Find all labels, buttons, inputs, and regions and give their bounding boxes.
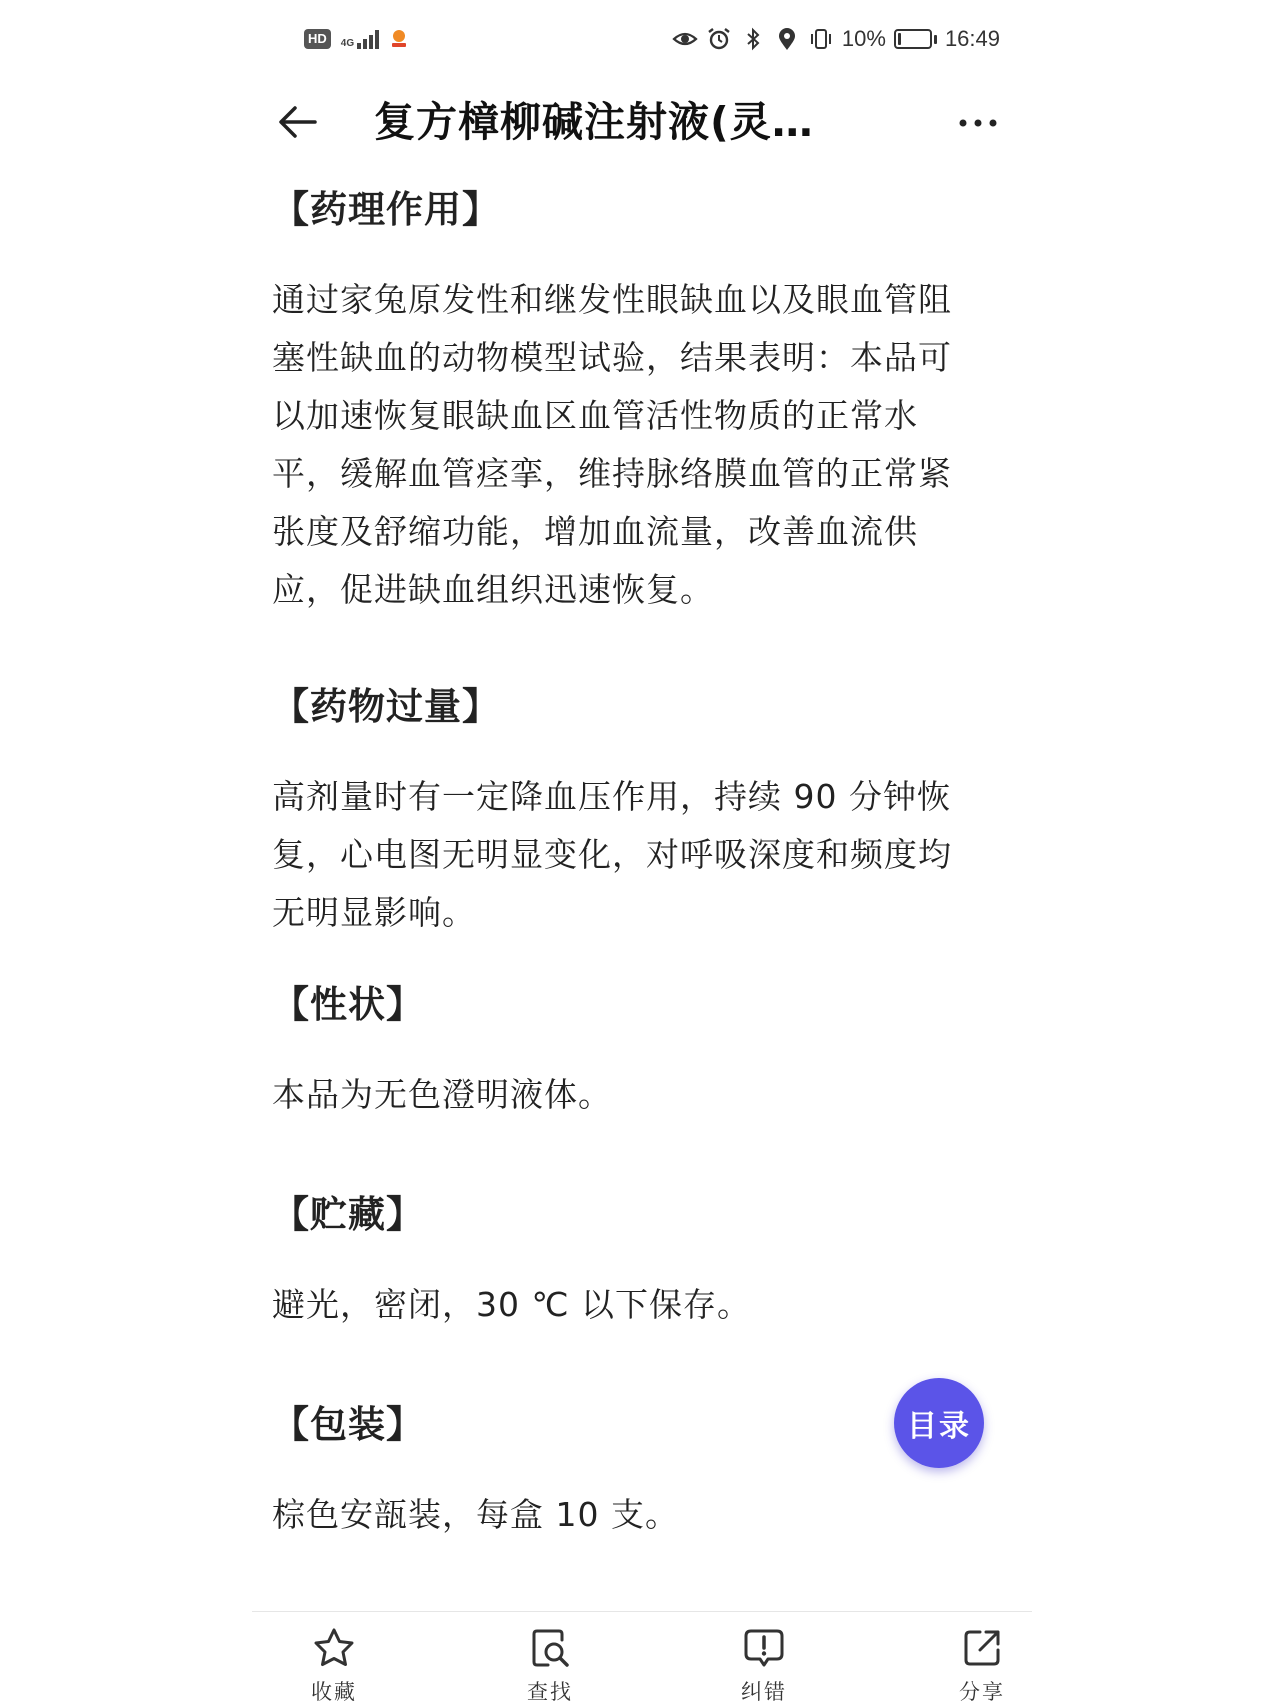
eye-icon	[672, 26, 698, 52]
text-line: 复，心电图无明显变化，对呼吸深度和频度均	[272, 835, 952, 874]
signal-icon	[357, 29, 379, 49]
share-icon	[960, 1626, 1004, 1670]
section-title: 【性状】	[272, 983, 424, 1026]
clock: 16:49	[944, 26, 1000, 51]
arrow-left-icon	[277, 104, 319, 140]
signal-group	[341, 29, 379, 49]
section-body	[272, 1066, 612, 1124]
text-line: 塞性缺血的动物模型试验，结果表明：本品可	[272, 338, 952, 377]
text-line: 高剂量时有一定降血压作用，持续 90 分钟恢	[272, 777, 951, 816]
text-line: 以加速恢复眼缺血区血管活性物质的正常水	[272, 396, 918, 435]
network-type: 4G	[340, 38, 355, 49]
section-title: 【药理作用】	[272, 188, 500, 231]
text-line: 张度及舒缩功能，增加血流量，改善血流供	[272, 512, 918, 551]
battery-percent: 10%	[841, 26, 886, 51]
favorite-button[interactable]	[274, 1626, 394, 1706]
bluetooth-icon	[740, 26, 766, 52]
battery-icon	[894, 29, 937, 49]
report-error-label: 纠错	[741, 1680, 787, 1704]
section-pharmacology	[272, 185, 952, 619]
app-notification-icon	[389, 28, 409, 50]
text-line: 平，缓解血管痉挛，维持脉络膜血管的正常紧	[272, 454, 952, 493]
star-icon	[312, 1626, 356, 1670]
text-line: 棕色安瓿装，每盒 10 支。	[272, 1495, 679, 1534]
section-title: 【药物过量】	[272, 685, 500, 728]
section-overdose	[272, 682, 952, 942]
page-title: 复方樟柳碱注射液(灵…	[374, 98, 814, 146]
location-icon	[774, 26, 800, 52]
search-button[interactable]	[490, 1626, 610, 1706]
back-button[interactable]	[268, 92, 328, 152]
status-left	[304, 24, 409, 54]
vibrate-icon	[808, 26, 834, 52]
section-body	[272, 768, 952, 942]
search-icon	[528, 1626, 572, 1670]
more-button[interactable]	[948, 98, 1008, 148]
app-screen	[254, 0, 1030, 1706]
section-description	[272, 980, 612, 1124]
text-line: 无明显影响。	[272, 893, 476, 932]
section-title: 【贮藏】	[272, 1193, 424, 1236]
section-body	[272, 1486, 679, 1544]
text-line: 应，促进缺血组织迅速恢复。	[272, 570, 714, 609]
share-label: 分享	[959, 1680, 1005, 1704]
feedback-icon	[742, 1626, 786, 1670]
text-line: 本品为无色澄明液体。	[272, 1075, 612, 1114]
status-bar	[254, 0, 1030, 78]
favorite-label: 收藏	[311, 1680, 357, 1704]
toc-button[interactable]: 目录	[894, 1378, 984, 1468]
section-body	[272, 271, 952, 619]
status-right	[672, 22, 1000, 56]
bottom-toolbar	[252, 1611, 1032, 1707]
section-package	[272, 1400, 679, 1544]
text-line: 避光，密闭，30 ℃ 以下保存。	[272, 1285, 752, 1324]
section-title: 【包装】	[272, 1403, 424, 1446]
section-storage	[272, 1190, 751, 1334]
header	[254, 78, 1030, 160]
report-error-button[interactable]	[704, 1626, 824, 1706]
share-button[interactable]	[922, 1626, 1042, 1706]
text-line: 通过家兔原发性和继发性眼缺血以及眼血管阻	[272, 280, 952, 319]
alarm-icon	[706, 26, 732, 52]
hd-badge: HD	[304, 29, 331, 49]
search-label: 查找	[527, 1680, 573, 1704]
more-icon	[958, 118, 998, 128]
section-body	[272, 1276, 751, 1334]
